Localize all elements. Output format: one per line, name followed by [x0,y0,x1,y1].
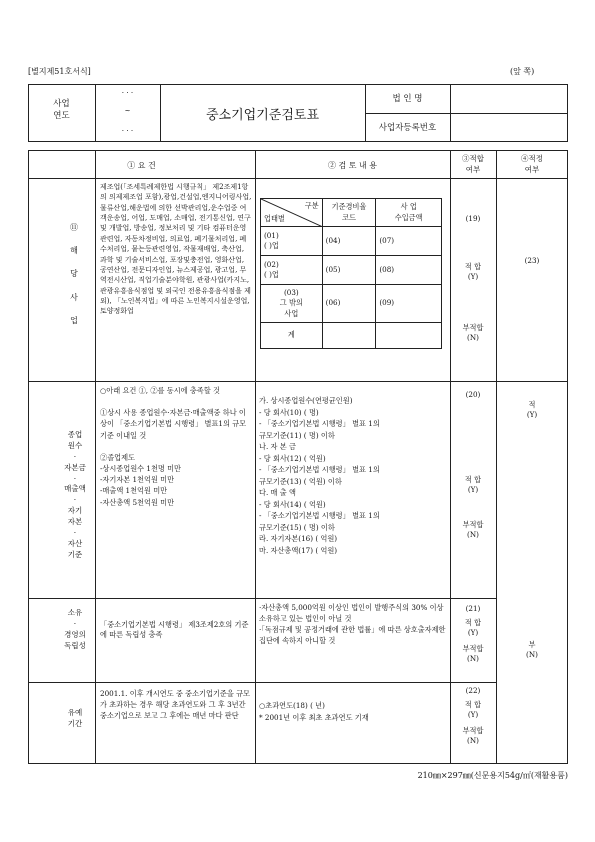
form-number: [별지제51호서식] [28,67,91,76]
fit4-yes: 적 (Y) [526,400,538,420]
row3-fit-number: (21) [465,604,481,613]
table-cell: (08) [376,256,442,285]
row3-requirement: 「중소기업기본법 시행령」 제3조제2호의 기준에 따른 독립성 충족 [100,620,249,640]
row1-label: ⑪ 해 당 사 업 [70,223,78,325]
year-tilde: ~ [124,106,131,115]
row2-fit-no: 부적합 (N) [462,520,484,540]
page-side: (앞 쪽) [510,67,535,76]
col-fit-4: ④적정 여부 [521,154,543,174]
row4-review: ○초과연도(18) ( 년) * 2001년 이후 최초 초과연도 기재 [259,701,369,722]
row1-requirement: 제조업(「조세특례제한법 시행규칙」 제2조제1항의 의제제조업 포함),광업,건설업,엔지니어링사업, 물류산업,해운법에 의한 선박관리업,운수업중 여객운송업, 어업, 도매업, 소매업, 전기통신업, 연구 및 개발업, 방송업, 정보처리 및 기타 컴퓨터운영관련업, 자동차정비업, 의료업, 폐기물처리업, 폐수처리업, 뭍는등관련영업, 작물재배업, 축산업, 과학 및 기술서비스업, 포장및충전업, 영화산업, 공연산업, 전문디자인업, 뉴스제공업, 광고업, 무역전시산업, 직업기술분야학원, 관광사업(카지노, 관광유흥음식점업 및 외국인 전용유흥음식점을 제외), 「노인복지법」에 따른 노인복지시설운영업, 토양정화업 [100,183,252,316]
row1-fit-yes: 적 합 (Y) [464,262,482,282]
col-requirement: ① 요 건 [127,161,156,170]
row2-fit-yes: 적 합 (Y) [464,475,482,495]
row2-fit-number: (20) [465,390,481,399]
row2-label: 종업 원수 · 자본금 · 매출액 · 자기 자본 · 자산 기준 [64,430,86,559]
table-cell: (06) [322,285,376,323]
row4-fit-yes: 적 합 (Y) [464,700,482,720]
row3-review: ·자산총액 5,000억원 이상인 법인이 발행주식의 30% 이상 소유하고 있는 법인이 아닐 것 ·「독점규제 및 공정거래에 관한 법률」에 따른 상호출자제한집단에 속하지 아니할 것 [259,603,446,646]
head-eopjong: 업태별 [264,214,285,223]
table-cell: (07) [376,227,442,256]
reg-number-label: 사업자등록번호 [378,123,437,133]
row1-fit-no: 부적합 (N) [462,323,484,343]
year-dots-bottom: · · · [121,126,134,135]
row4-requirement: 2001.1. 이후 개시연도 중 중소기업기준을 규모가 초과하는 경우 해당 초과연도와 그 후 3년간 중소기업으로 보고 그 후에는 매년 마다 판단 [100,689,250,721]
year-dots-top: · · · [121,88,134,97]
head-code: 기준경비율 코드 [322,199,376,227]
head-kubun: 구분 [304,201,319,210]
row1-fit4-number: (23) [524,256,540,265]
table-cell: (05) [322,256,376,285]
table-cell: (02) ( )업 [261,256,323,285]
table-cell: (04) [322,227,376,256]
table-cell [322,323,376,349]
table-cell: (09) [376,285,442,323]
table-cell [376,323,442,349]
paper-size-note: 210㎜×297㎜(신문용지54g/㎡(재활용품) [417,771,568,780]
year-label: 사업 연도 [53,99,70,122]
row3-label: 소유 · 경영의 독립성 [64,608,86,650]
col-fit-3: ③적합 여부 [462,154,484,174]
table-cell: (01) ( )업 [261,227,323,256]
head-sales: 사 업 수입금액 [376,199,442,227]
row4-fit-number: (22) [465,686,481,695]
row2-requirement: ○아래 요건 ①, ②를 동시에 충족할 것 ①상시 사용 종업원수·자본금·매출액중 하나 이상이 「중소기업기본법 시행령」 별표1의 규모기준 이내일 것 ②졸업제도 -상시종업원수 1천명 미만 -자기자본 1천억원 미만 -매출액 1천억원 미만 -자산총액 5천억원 미만 [100,386,247,507]
page-title: 중소기업기준검토표 [205,108,320,123]
table-cell: 계 [261,323,323,349]
fit4-no: 부 (N) [526,640,538,660]
row1-fit-number: (19) [465,214,481,223]
row4-fit-no: 부적합 (N) [462,726,484,746]
row3-fit-no: 부적합 (N) [462,644,484,664]
business-table [260,198,442,349]
col-review: ② 검 토 내 용 [327,161,378,170]
row3-fit-yes: 적 합 (Y) [464,618,482,638]
corp-name-label: 법 인 명 [392,94,423,104]
table-cell: (03) 그 밖의 사업 [261,285,323,323]
row2-review: 가. 상시종업원수(연평균인원) - 당 회사(10) ( 명) - 「중소기업기본법 시행령」 별표 1의 규모기준(11) ( 명) 이하 나. 자 본 금 - 당 회사(12) ( 억원) - 「중소기업기본법 시행령」 별표 1의 규모기준(13) ( 억원) 이하 다. 매 출 액 - 당 회사(14) ( 억원) - 「중소기업기본법 시행령」 별표 1의 규모기준(15) ( 명) 이하 라. 자기자본(16) ( 억원) 마. 자산총액(17) ( 억원) [259,396,380,555]
row4-label: 유예 기간 [67,708,83,728]
